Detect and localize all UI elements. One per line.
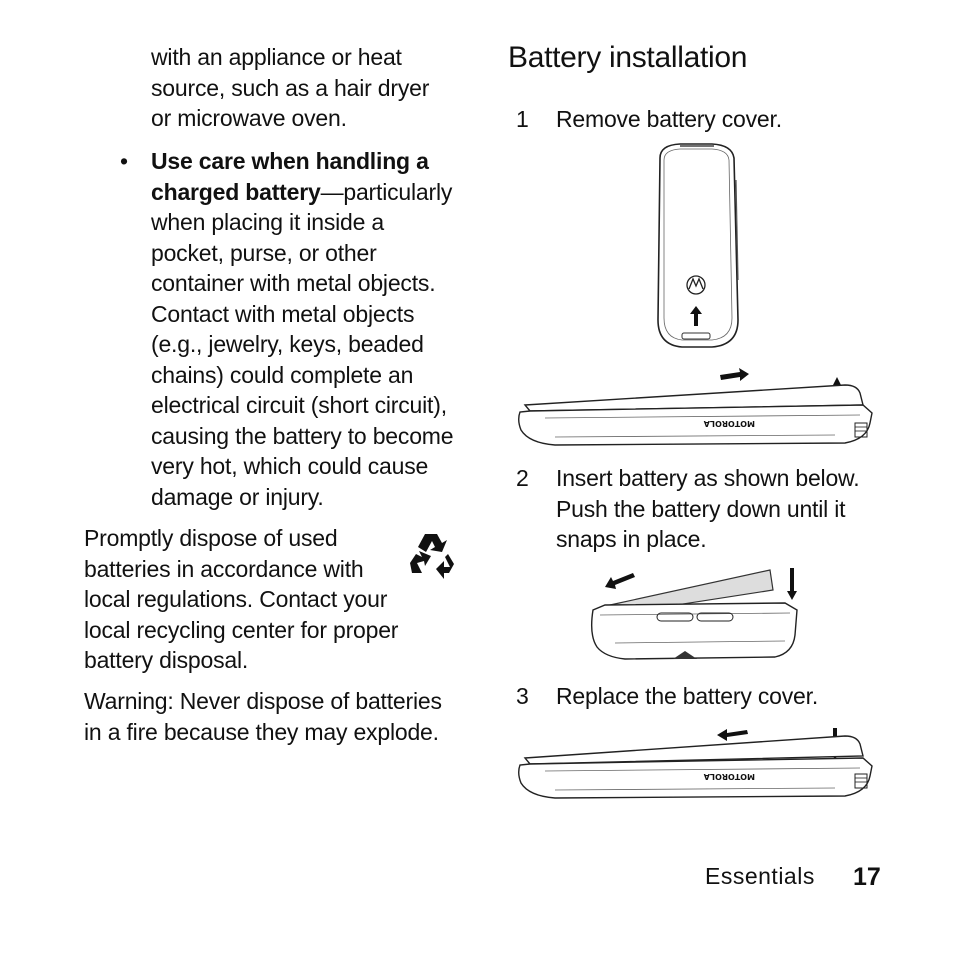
phone-side-cover-removal (515, 365, 880, 455)
bullet-body-text: —particularly when placing it inside a pocket, purse, or other container with metal objects. Contact with metal objects (e.g., jewelry, keys, beaded chains) could complete an electrical circuit (short circuit), causing the battery to become very hot, which could cause damage or injury. (151, 178, 454, 510)
warning-paragraph: Warning: Never dispose of batteries in a fire because they may explode. (84, 688, 442, 745)
step-text: Insert battery as shown below. Push the battery down until it snaps in place. (556, 465, 860, 552)
bullet-bold-text: Use care when handling a charged battery (151, 148, 429, 205)
step-number: 1 (516, 106, 529, 132)
continuation-paragraph: with an appliance or heat source, such as a hair dryer or microwave oven. (151, 44, 430, 131)
step-text: Replace the battery cover. (556, 683, 819, 709)
phone-brand-label: MOTOROLA (703, 772, 755, 781)
arrow-icon (787, 568, 797, 600)
step-text: Remove battery cover. (556, 106, 782, 132)
recycle-icon (407, 530, 459, 580)
step-number: 3 (516, 683, 529, 709)
phone-back-illustration (650, 140, 745, 355)
section-heading: Battery installation (508, 41, 748, 74)
bullet-marker: • (120, 148, 129, 174)
arrow-icon (720, 368, 749, 381)
battery-care-bullet (151, 146, 456, 512)
footer-section-label: Essentials (705, 863, 815, 889)
arrow-icon (717, 729, 748, 741)
step-number: 2 (516, 465, 529, 491)
phone-side-cover-replace (515, 722, 880, 807)
page-number: 17 (853, 863, 881, 891)
phone-battery-insert (585, 565, 810, 665)
phone-brand-label: MOTOROLA (703, 419, 755, 428)
arrow-icon (605, 573, 635, 589)
recycle-paragraph: Promptly dispose of used batteries in accordance with local regulations. Contact your local recycling center for proper battery disposal. (84, 525, 399, 673)
